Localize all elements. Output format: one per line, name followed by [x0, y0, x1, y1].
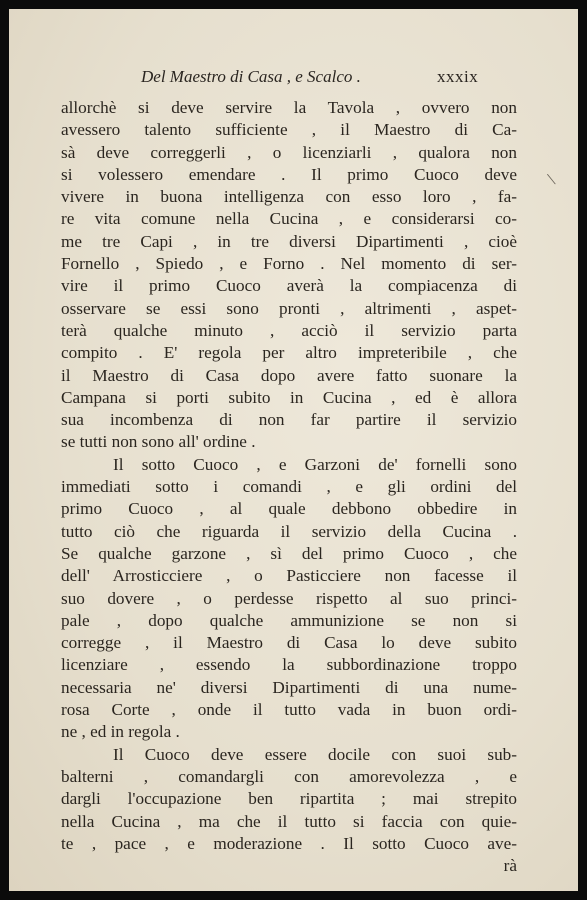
text-line: licenziare , essendo la subbordinazione troppo: [61, 655, 517, 675]
page-number: xxxix: [437, 67, 479, 86]
text-line: re vita comune nella Cucina , e considerarsi co-: [61, 209, 517, 229]
paragraph-start-line: Il sotto Cuoco , e Garzoni de' fornelli sono: [113, 454, 517, 474]
text-line: dell' Arrosticciere , o Pasticciere non facesse il: [61, 566, 517, 586]
text-line: compito . E' regola per altro impreteribile , che: [61, 343, 517, 363]
margin-pencil-mark: \: [545, 168, 558, 190]
text-line: sà deve correggerli , o licenziarli , qualora non: [61, 142, 517, 162]
text-line: avessero talento sufficiente , il Maestro di Ca-: [61, 120, 517, 140]
text-line: corregge , il Maestro di Casa lo deve subito: [61, 633, 517, 653]
book-page: [9, 9, 578, 891]
text-line: Fornello , Spiedo , e Forno . Nel momento di ser-: [61, 254, 517, 274]
text-line: balterni , comandargli con amorevolezza , e: [61, 766, 517, 786]
text-line: vire il primo Cuoco averà la compiacenza di: [61, 276, 517, 296]
text-line: suo dovere , o perdesse rispetto al suo princi-: [61, 588, 517, 608]
text-line: se tutti non sono all' ordine .: [61, 432, 256, 452]
text-line: ne , ed in regola .: [61, 722, 180, 742]
text-line: rosa Corte , onde il tutto vada in buon ordi-: [61, 700, 517, 720]
text-line: te , pace , e moderazione . Il sotto Cuoco ave-: [61, 833, 517, 853]
text-line: Se qualche garzone , sì del primo Cuoco , che: [61, 543, 517, 563]
body-text: [61, 97, 517, 875]
text-line: terà qualche minuto , acciò il servizio parta: [61, 320, 517, 340]
text-line: vivere in buona intelligenza con esso loro , fa-: [61, 187, 517, 207]
text-line: pale , dopo qualche ammunizione se non si: [61, 610, 517, 630]
text-line: il Maestro di Casa dopo avere fatto suonare la: [61, 365, 517, 385]
text-line: sua incombenza di non far partire il servizio: [61, 410, 517, 430]
text-line: dargli l'occupazione ben ripartita ; mai strepito: [61, 789, 517, 809]
text-line: nella Cucina , ma che il tutto si faccia con quie-: [61, 811, 517, 831]
catchword: rà: [503, 856, 517, 876]
text-line: si volessero emendare . Il primo Cuoco deve: [61, 164, 517, 184]
text-line: primo Cuoco , al quale debbono obbedire in: [61, 499, 517, 519]
text-line: tutto ciò che riguarda il servizio della Cucina .: [61, 521, 517, 541]
text-line: me tre Capi , in tre diversi Dipartimenti , cioè: [61, 231, 517, 251]
text-line: Campana si porti subito in Cucina , ed è allora: [61, 387, 517, 407]
text-line: necessaria ne' diversi Dipartimenti di una nume-: [61, 677, 517, 697]
text-line: osservare se essi sono pronti , altrimenti , aspet-: [61, 298, 517, 318]
running-head: Del Maestro di Casa , e Scalco .: [141, 67, 361, 86]
text-line: allorchè si deve servire la Tavola , ovvero non: [61, 98, 517, 117]
paragraph-start-line: Il Cuoco deve essere docile con suoi sub-: [113, 744, 517, 764]
text-line: immediati sotto i comandi , e gli ordini del: [61, 477, 517, 497]
page-header: [9, 67, 578, 91]
